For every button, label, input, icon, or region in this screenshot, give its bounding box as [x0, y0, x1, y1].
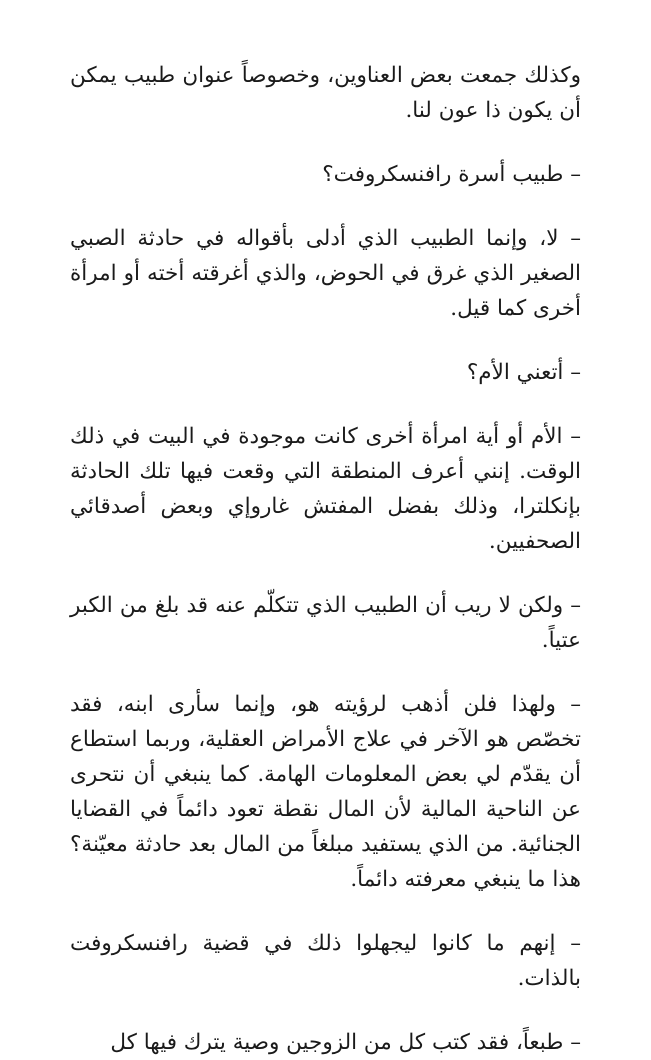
paragraph-8: – إنهم ما كانوا ليجهلوا ذلك في قضية رافنسكروفت بالذات.: [70, 931, 581, 991]
paragraph-7: – ولهذا فلن أذهب لرؤيته هو، وإنما سأرى ابنه، فقد تخصّص هو الآخر في علاج الأمراض العقلية، وربما استطاع أن يقدّم لي بعض المعلومات الهامة. كما ينبغي أن نتحرى عن الناحية المالية لأن المال نقطة تعود دائماً في القضايا الجنائية. من الذي يستفيد مبلغاً من المال بعد حادثة معيّنة؟ هذا ما ينبغي معرفته دائماً.: [70, 692, 581, 892]
paragraph-9: – طبعاً، فقد كتب كل من الزوجين وصية يترك فيها كل: [110, 1030, 581, 1055]
paragraph-3: – لا، وإنما الطبيب الذي أدلى بأقواله في حادثة الصبي الصغير الذي غرق في الحوض، والذي أغرقته أخته أو امرأة أخرى كما قيل.: [70, 226, 581, 321]
paragraph-1: وكذلك جمعت بعض العناوين، وخصوصاً عنوان طبيب يمكن أن يكون ذا عون لنا.: [70, 63, 581, 123]
paragraph-5: – الأم أو أية امرأة أخرى كانت موجودة في البيت في ذلك الوقت. إنني أعرف المنطقة التي وقعت فيها تلك الحادثة بإنكلترا، وذلك بفضل المفتش غاروإي وبعض أصدقائي الصحفيين.: [70, 424, 581, 554]
paragraph-4: – أتعني الأم؟: [466, 360, 581, 385]
paragraph-2: – طبيب أسرة رافنسكروفت؟: [322, 162, 581, 187]
paragraph-6: – ولكن لا ريب أن الطبيب الذي تتكلّم عنه قد بلغ من الكبر عتياً.: [70, 593, 581, 653]
